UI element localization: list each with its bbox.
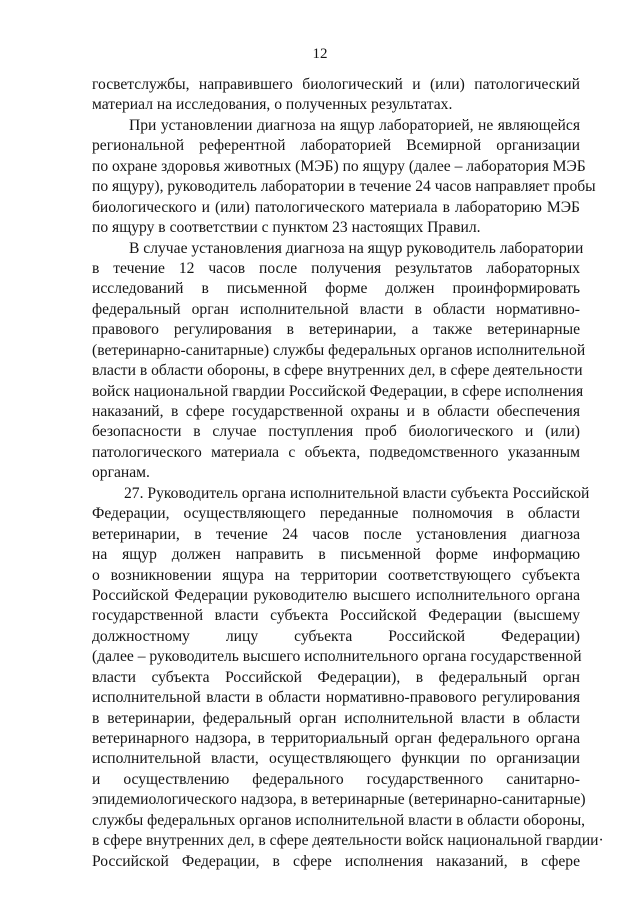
text-line: Российской Федерации, в сфере исполнения наказаний, в сфере [92, 852, 580, 870]
text-line: эпидемиологического надзора, в ветеринарные (ветеринарно-санитарные) [92, 791, 586, 809]
text-line: войск национальной гвардии Российской Федерации, в сфере исполнения [92, 382, 584, 400]
text-line: При установлении диагноза на ящур лабораторией, не являющейся [129, 116, 580, 134]
text-line: 27. Руководитель органа исполнительной власти субъекта Российской [124, 484, 590, 502]
text-line: региональной референтной лабораторией Всемирной организации [92, 137, 580, 155]
text-line: Российской Федерации руководителю высшего исполнительного органа [92, 586, 580, 604]
text-line: по ящуру в соответствии с пунктом 23 настоящих Правил. [92, 219, 481, 237]
text-line: исполнительной власти, осуществляющего функции по организации [92, 750, 580, 768]
text-line: в сфере внутренних дел, в сфере деятельности войск национальной гвардии· [92, 832, 604, 850]
text-line: органам. [92, 464, 150, 482]
text-line: и осуществлению федерального государственного санитарно- [92, 770, 580, 788]
text-line: в ветеринарии, федеральный орган исполнительной власти в области [92, 709, 580, 727]
text-line: правового регулирования в ветеринарии, а также ветеринарные [92, 321, 580, 339]
text-line: по охране здоровья животных (МЭБ) по ящуру (далее – лаборатория МЭБ [92, 157, 586, 175]
text-line: биологического и (или) патологического материала в лабораторию МЭБ [92, 198, 580, 216]
text-line: патологического материала с объекта, подведомственного указанным [92, 443, 580, 461]
text-line: исполнительной власти в области нормативно-правового регулирования [92, 689, 580, 707]
text-line: должностному лицу субъекта Российской Федерации) [92, 627, 580, 645]
text-line: (ветеринарно-санитарные) службы федеральных органов исполнительной [92, 341, 586, 359]
text-line: государственной власти субъекта Российской Федерации (высшему [92, 607, 580, 625]
text-line: о возникновении ящура на территории соответствующего субъекта [92, 566, 580, 584]
text-line: Федерации, осуществляющего переданные полномочия в области [92, 505, 580, 523]
text-line: (далее – руководитель высшего исполнительного органа государственной [92, 648, 582, 666]
text-line: службы федеральных органов исполнительной власти в области обороны, [92, 811, 586, 829]
text-line: ветеринарного надзора, в территориальный орган федерального органа [92, 730, 580, 747]
text-line: по ящуру), руководитель лаборатории в течение 24 часов направляет пробы [92, 178, 596, 196]
text-line: безопасности в случае поступления проб биологического и (или) [92, 423, 580, 441]
text-line: госветслужбы, направившего биологический и (или) патологический [92, 76, 580, 93]
text-line: власти субъекта Российской Федерации), в федеральный орган [92, 668, 580, 686]
text-line: на ящур должен направить в письменной форме информацию [92, 546, 580, 564]
text-line: ветеринарии, в течение 24 часов после установления диагноза [92, 525, 580, 543]
text-line: в течение 12 часов после получения результатов лабораторных [92, 259, 580, 277]
document-body [92, 75, 604, 872]
page-number: 12 [312, 46, 328, 62]
text-line: исследований в письменной форме должен проинформировать [92, 280, 580, 298]
text-line: В случае установления диагноза на ящур руководитель лаборатории [129, 239, 584, 257]
text-line: материал на исследования, о полученных результатах. [92, 96, 453, 114]
text-line: наказаний, в сфере государственной охраны и в области обеспечения [92, 403, 580, 420]
text-line: власти в области обороны, в сфере внутренних дел, в сфере деятельности [92, 362, 583, 380]
text-line: федеральный орган исполнительной власти в области нормативно- [92, 300, 580, 318]
